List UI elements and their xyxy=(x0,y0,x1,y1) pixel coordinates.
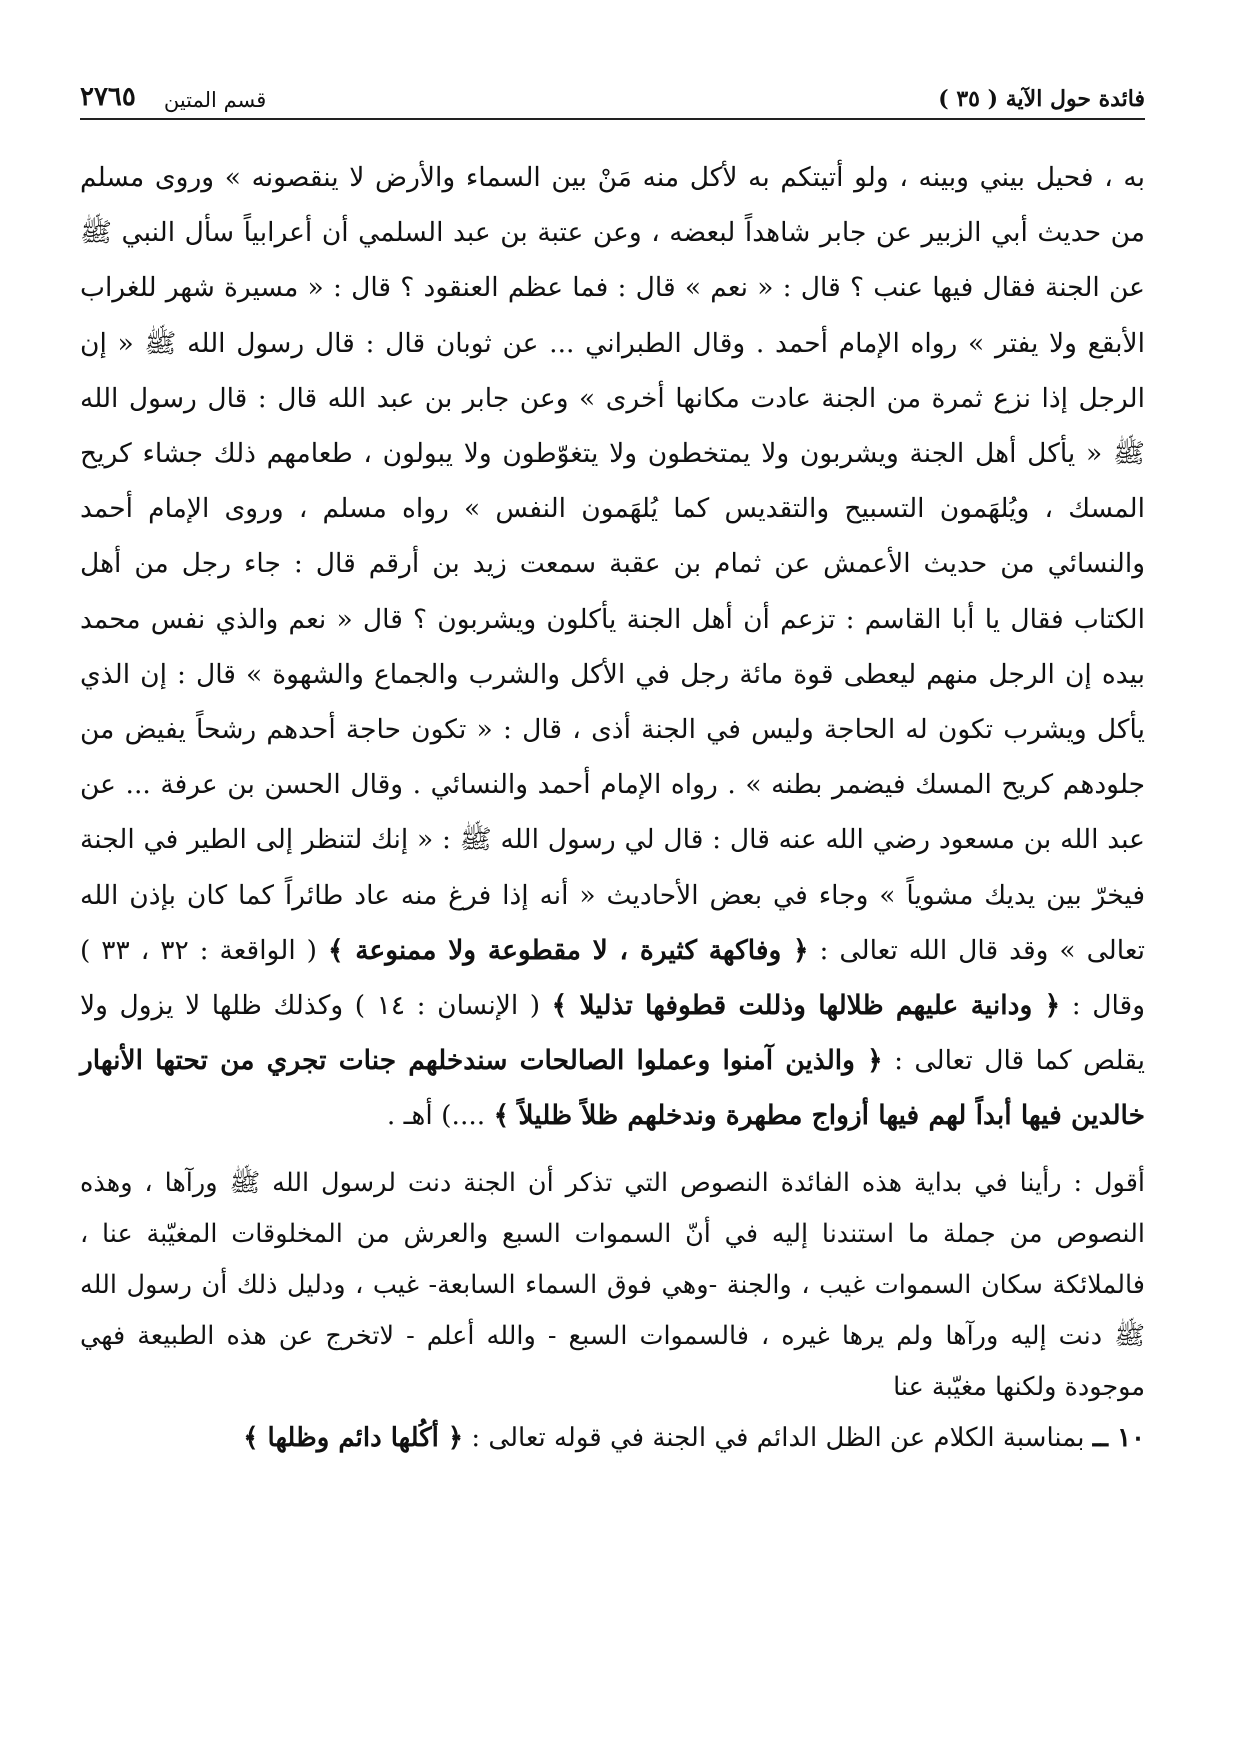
paragraph-commentary: أقول : رأينا في بداية هذه الفائدة النصوص التي تذكر أن الجنة دنت لرسول الله ﷺ ورآها ، وهذه النصوص من جملة ما استندنا إليه في أنّ السموات السبع والعرش من المخلوقات المغيّبة عنا ، فالملائكة سكان السموات غيب ، والجنة -وهي فوق السماء السابعة- غيب ، ودليل ذلك أن رسول الله ﷺ دنت إليه ورآها ولم يرها غيره ، فالسموات السبع - والله أعلم - لاتخرج عن هذه الطبيعة فهي موجودة ولكنها مغيّبة عنا xyxy=(80,1167,1145,1402)
page-header xyxy=(80,68,1145,120)
paragraph-hadith xyxy=(80,150,1145,1144)
reference-end: ....) أهـ . xyxy=(386,1100,494,1132)
hadith-text: به ، فحيل بيني وبينه ، ولو أتيتكم به لأكل منه مَنْ بين السماء والأرض لا ينقصونه » وروى مسلم من حديث أبي الزبير عن جابر شاهداً لبعضه ، وعن عتبة بن عبد السلمي أن أعرابياً سأل النبي ﷺ عن الجنة فقال فيها عنب ؟ قال : « نعم » قال : فما عظم العنقود ؟ قال : « مسيرة شهر للغراب الأبقع ولا يفتر » رواه الإمام أحمد . وقال الطبراني ... عن ثوبان قال : قال رسول الله ﷺ « إن الرجل إذا نزع ثمرة من الجنة عادت مكانها أخرى » وعن جابر بن عبد الله قال : قال رسول الله ﷺ « يأكل أهل الجنة ويشربون ولا يمتخطون ولا يتغوّطون ولا يبولون ، طعامهم ذلك جشاء كريح المسك ، ويُلهَمون التسبيح والتقديس كما يُلهَمون النفس » رواه مسلم ، وروى الإمام أحمد والنسائي من حديث الأعمش عن ثمام بن عقبة سمعت زيد بن أرقم قال : جاء رجل من أهل الكتاب فقال يا أبا القاسم : تزعم أن أهل الجنة يأكلون ويشربون ؟ قال « نعم والذي نفس محمد بيده إن الرجل منهم ليعطى قوة مائة رجل في الأكل والشرب والجماع والشهوة » قال : إن الذي يأكل ويشرب تكون له الحاجة وليس في الجنة أذى ، قال : « تكون حاجة أحدهم رشحاً يفيض من جلودهم كريح المسك فيضمر بطنه » . رواه الإمام أحمد والنسائي . وقال الحسن بن عرفة ... عن عبد الله بن مسعود رضي الله عنه قال : قال لي رسول الله ﷺ : « إنك لتنظر إلى الطير في الجنة فيخرّ بين يديك مشوياً » وجاء في بعض الأحاديث « أنه إذا فرغ منه عاد طائراً كما كان بإذن الله تعالى » وقد قال الله تعالى : xyxy=(80,162,1145,966)
note-verse: ﴿ أكُلها دائم وظلها ﴾ xyxy=(243,1422,464,1453)
quran-verse-nisa: ﴿ والذين آمنوا وعملوا الصالحات سندخلهم جنات تجري من تحتها الأنهار خالدين فيها أبداً لهم فيها أزواج مطهرة وندخلهم ظلاً ظليلاً ﴾ xyxy=(80,1045,1145,1132)
quran-verse-insan: ﴿ ودانية عليهم ظلالها وذللت قطوفها تذليلا ﴾ xyxy=(551,990,1061,1022)
page-body xyxy=(80,150,1145,1692)
note-text: بمناسبة الكلام عن الظل الدائم في الجنة في قوله تعالى : xyxy=(463,1422,1093,1453)
quran-verse-waqia: ﴿ وفاكهة كثيرة ، لا مقطوعة ولا ممنوعة ﴾ xyxy=(327,934,809,966)
note-item-10 xyxy=(80,1413,1145,1464)
section-name: قسم المتين xyxy=(163,88,267,112)
note-number: ١٠ ــ xyxy=(1092,1422,1145,1453)
page-number: ٢٧٦٥ xyxy=(80,82,136,112)
header-right xyxy=(80,82,266,112)
reference-insan: ( الإنسان : ١٤ ) وكذلك ظلها لا يزول ولا يقلص كما قال تعالى : xyxy=(80,990,1146,1077)
reference-waqia: ( الواقعة : ٣٢ ، ٣٣ ) وقال : xyxy=(80,934,1145,1022)
running-title: فائدة حول الآية ( ٣٥ ) xyxy=(938,86,1145,112)
